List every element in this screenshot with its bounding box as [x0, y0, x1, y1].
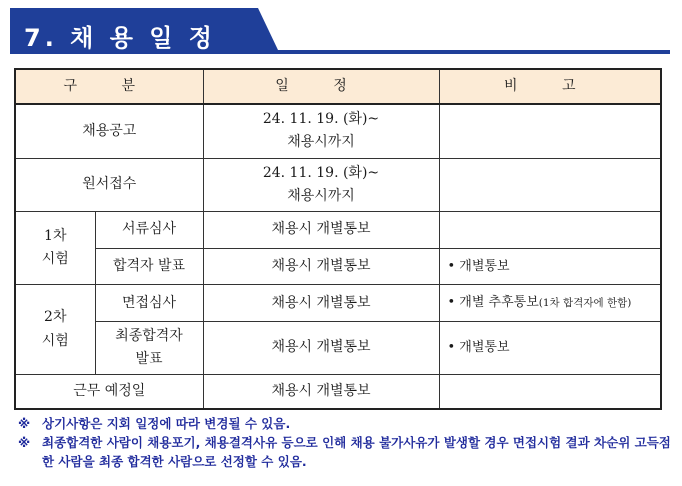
row-schedule: [203, 104, 439, 159]
row-note: [439, 285, 661, 322]
section-banner: [10, 8, 682, 60]
schedule-table: [14, 68, 662, 410]
sub-label: 서류심사: [95, 212, 203, 249]
footnote-text: 최종합격한 사람이 채용포기, 채용결격사유 등으로 인해 채용 불가사유가 발생할 경우 면접시험 결과 차순위 고득점한 사람을 최종 합격한 사람으로 선정할 수 있음.: [42, 435, 671, 469]
section-title: 7. 채 용 일 정: [24, 24, 216, 52]
header-remarks: 비 고: [439, 69, 661, 104]
sub-label: 합격자 발표: [95, 248, 203, 285]
stage-line: 시험: [41, 332, 69, 349]
row-schedule: 채용시 개별통보: [203, 321, 439, 374]
footnote: [18, 433, 678, 471]
row-label: 원서접수: [15, 159, 203, 212]
sub-label-line: 최종합격자: [115, 327, 183, 344]
stage-line: 2차: [44, 309, 67, 326]
row-schedule: 채용시 개별통보: [203, 374, 439, 409]
row-note: [439, 159, 661, 212]
footnotes: [18, 414, 678, 471]
schedule-line: 채용시까지: [287, 134, 355, 151]
stage-line: 1차: [44, 228, 67, 245]
row-schedule: 채용시 개별통보: [203, 285, 439, 322]
note-main: • 개별 추후통보: [447, 295, 539, 311]
sub-label: [95, 321, 203, 374]
reference-mark-icon: ※: [18, 416, 31, 431]
table-header-row: [15, 69, 661, 104]
table-row: [15, 104, 661, 159]
header-category: 구 분: [15, 69, 203, 104]
row-note: [439, 374, 661, 409]
row-note: [439, 104, 661, 159]
schedule-line: 채용시까지: [287, 188, 355, 205]
reference-mark-icon: ※: [18, 435, 31, 450]
stage-label: [15, 285, 95, 375]
table-row: [15, 212, 661, 249]
sub-label-line: 발표: [135, 350, 163, 367]
schedule-line: 24. 11. 19. (화)~: [262, 164, 380, 181]
row-note: • 개별통보: [439, 248, 661, 285]
table-row: [15, 248, 661, 285]
footnote-text: 상기사항은 지회 일정에 따라 변경될 수 있음.: [42, 416, 291, 431]
table-row: [15, 159, 661, 212]
row-schedule: 채용시 개별통보: [203, 212, 439, 249]
row-label: 채용공고: [15, 104, 203, 159]
schedule-line: 24. 11. 19. (화)~: [262, 111, 380, 128]
row-note: [439, 212, 661, 249]
stage-line: 시험: [41, 251, 69, 268]
row-label: 근무 예정일: [15, 374, 203, 409]
table-row: [15, 374, 661, 409]
row-schedule: [203, 159, 439, 212]
row-note: • 개별통보: [439, 321, 661, 374]
table-row: [15, 285, 661, 322]
header-schedule: 일 정: [203, 69, 439, 104]
sub-label: 면접심사: [95, 285, 203, 322]
note-qualifier: (1차 합격자에 한함): [538, 297, 632, 310]
stage-label: [15, 212, 95, 285]
footnote: [18, 414, 678, 433]
table-row: [15, 321, 661, 374]
row-schedule: 채용시 개별통보: [203, 248, 439, 285]
